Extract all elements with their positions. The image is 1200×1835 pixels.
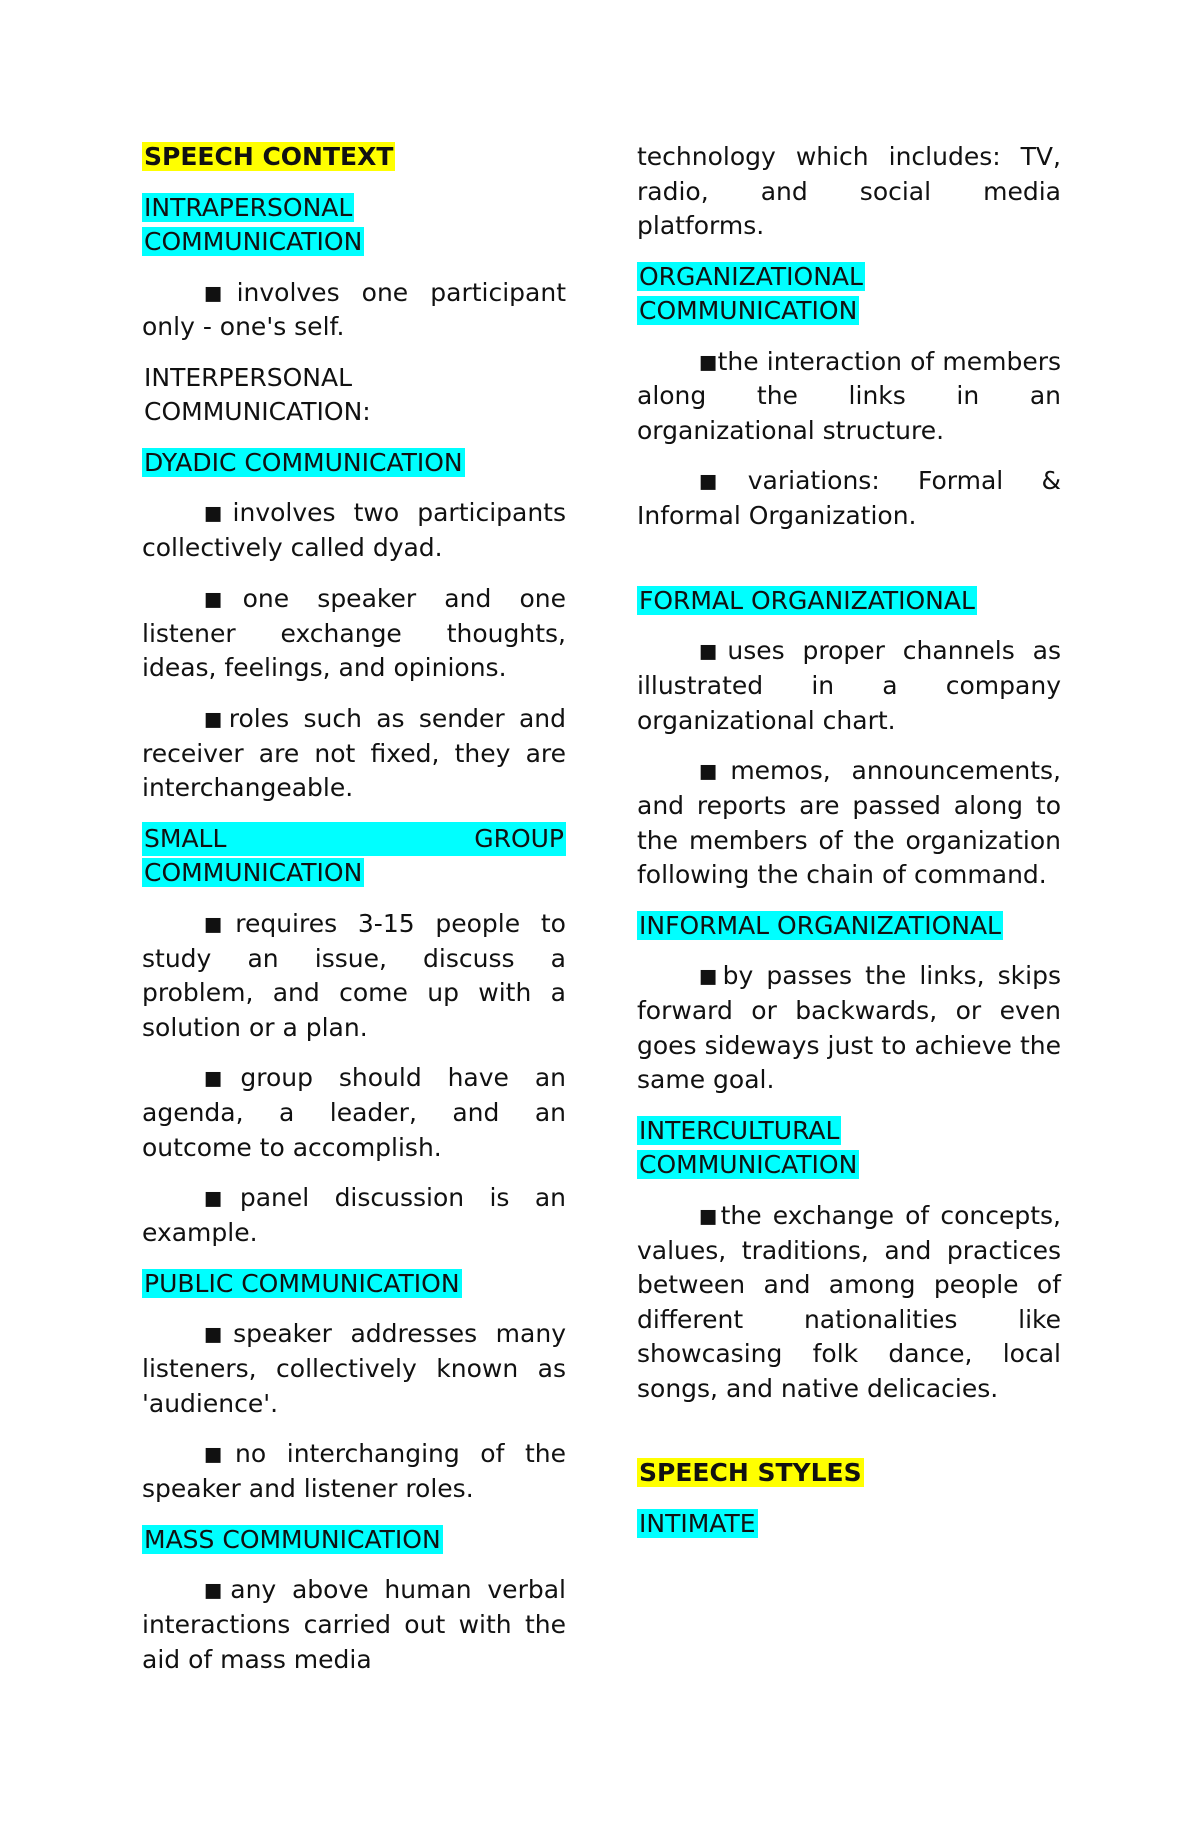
section-heading-speech-styles <box>637 1456 1061 1491</box>
section-heading-dyadic-communication <box>142 446 566 481</box>
square-bullet-icon: ■ <box>204 587 243 611</box>
section-heading-formal-organizational <box>637 584 1061 619</box>
bullet-item <box>142 702 566 806</box>
left-column <box>142 140 566 1693</box>
spacer <box>637 1422 1061 1456</box>
square-bullet-icon: ■ <box>699 639 728 663</box>
bullet-item <box>142 907 566 1045</box>
heading-text: DYADIC COMMUNICATION <box>144 447 463 477</box>
bullet-text: any above human verbal interactions carried out with the aid of mass media <box>142 1575 566 1674</box>
square-bullet-icon: ■ <box>204 1442 236 1466</box>
square-bullet-icon: ■ <box>204 501 233 525</box>
bullet-text: requires 3-15 people to study an issue, discuss a problem, and come up with a solution or a plan. <box>142 908 566 1042</box>
section-heading-intimate <box>637 1507 1061 1542</box>
bullet-text: group should have an agenda, a leader, and an outcome to accomplish. <box>142 1063 566 1162</box>
heading-line: COMMUNICATION <box>639 1150 858 1180</box>
heading-text: PUBLIC COMMUNICATION <box>144 1268 460 1298</box>
heading-line: ORGANIZATIONAL <box>639 261 863 291</box>
square-bullet-icon: ■ <box>204 912 236 936</box>
section-heading-intrapersonal-communication <box>142 191 566 260</box>
bullet-text: roles such as sender and receiver are not fixed, they are interchangeable. <box>142 703 566 803</box>
bullet-item <box>142 1573 566 1677</box>
bullet-item <box>142 1317 566 1421</box>
bullet-item <box>142 1181 566 1250</box>
heading-line: INTRAPERSONAL <box>144 192 353 222</box>
spacer <box>637 550 1061 584</box>
bullet-text: the exchange of concepts, values, traditions, and practices between and among people of different nationalities like showcasing folk dance, local songs, and native delicacies. <box>637 1200 1061 1403</box>
heading-text: SPEECH CONTEXT <box>144 142 394 171</box>
square-bullet-icon: ■ <box>204 1578 231 1602</box>
section-heading-intercultural-communication <box>637 1114 1061 1183</box>
square-bullet-icon: ■ <box>699 469 748 493</box>
heading-line: COMMUNICATION <box>144 858 363 888</box>
bullet-item <box>637 754 1061 892</box>
bullet-text: by passes the links, skips forward or backwards, or even goes sideways just to achieve the same goal. <box>637 961 1061 1095</box>
square-bullet-icon: ■ <box>699 349 718 373</box>
heading-line: COMMUNICATION <box>144 227 363 256</box>
square-bullet-icon: ■ <box>699 1204 721 1228</box>
heading-text: INTIMATE <box>639 1508 756 1538</box>
bullet-item <box>142 582 566 686</box>
bullet-item <box>142 1061 566 1165</box>
section-heading-interpersonal-communication <box>142 361 566 430</box>
square-bullet-icon: ■ <box>699 964 723 988</box>
heading-text: FORMAL ORGANIZATIONAL <box>639 585 975 615</box>
section-heading-mass-communication <box>142 1523 566 1558</box>
heading-word: SMALL <box>144 823 227 853</box>
section-heading-organizational-communication <box>637 260 1061 329</box>
bullet-item <box>142 1437 566 1506</box>
bullet-item <box>142 496 566 565</box>
heading-line <box>142 822 566 857</box>
bullet-text: memos, announcements, and reports are passed along to the members of the organization following the chain of command. <box>637 756 1061 890</box>
bullet-item <box>637 464 1061 533</box>
heading-text: SPEECH STYLES <box>639 1458 862 1488</box>
bullet-item <box>637 634 1061 738</box>
heading-text: INFORMAL ORGANIZATIONAL <box>639 910 1001 940</box>
bullet-text: one speaker and one listener exchange thoughts, ideas, feelings, and opinions. <box>142 583 566 683</box>
section-heading-speech-context <box>142 140 566 175</box>
heading-line: COMMUNICATION <box>639 296 858 325</box>
bullet-text: no interchanging of the speaker and listener roles. <box>142 1439 566 1504</box>
square-bullet-icon: ■ <box>204 280 237 304</box>
square-bullet-icon: ■ <box>204 1322 234 1346</box>
square-bullet-icon: ■ <box>204 707 229 731</box>
bullet-item <box>637 1199 1061 1406</box>
bullet-text: speaker addresses many listeners, collectively known as 'audience'. <box>142 1319 566 1418</box>
bullet-text: involves two participants collectively called dyad. <box>142 498 566 563</box>
heading-word: GROUP <box>474 823 564 853</box>
right-column <box>637 140 1061 1557</box>
heading-line: INTERCULTURAL <box>639 1115 840 1145</box>
continued-paragraph: technology which includes: TV, radio, and social media platforms. <box>637 142 1061 240</box>
section-heading-informal-organizational <box>637 909 1061 944</box>
section-heading-small-group-communication <box>142 822 566 891</box>
section-heading-public-communication <box>142 1267 566 1302</box>
bullet-item <box>142 276 566 345</box>
heading-line: INTERPERSONAL <box>144 362 353 392</box>
bullet-text: variations: Formal & Informal Organization. <box>637 466 1061 531</box>
heading-line: COMMUNICATION: <box>144 397 371 427</box>
square-bullet-icon: ■ <box>699 759 731 783</box>
bullet-item <box>637 959 1061 1097</box>
square-bullet-icon: ■ <box>204 1066 241 1090</box>
bullet-item <box>637 345 1061 449</box>
square-bullet-icon: ■ <box>204 1186 240 1210</box>
bullet-text: the interaction of members along the links in an organizational structure. <box>637 346 1061 445</box>
bullet-text: involves one participant only - one's self. <box>142 277 566 342</box>
bullet-text: panel discussion is an example. <box>142 1183 566 1248</box>
heading-text: MASS COMMUNICATION <box>144 1524 441 1554</box>
bullet-text: uses proper channels as illustrated in a company organizational chart. <box>637 636 1061 735</box>
